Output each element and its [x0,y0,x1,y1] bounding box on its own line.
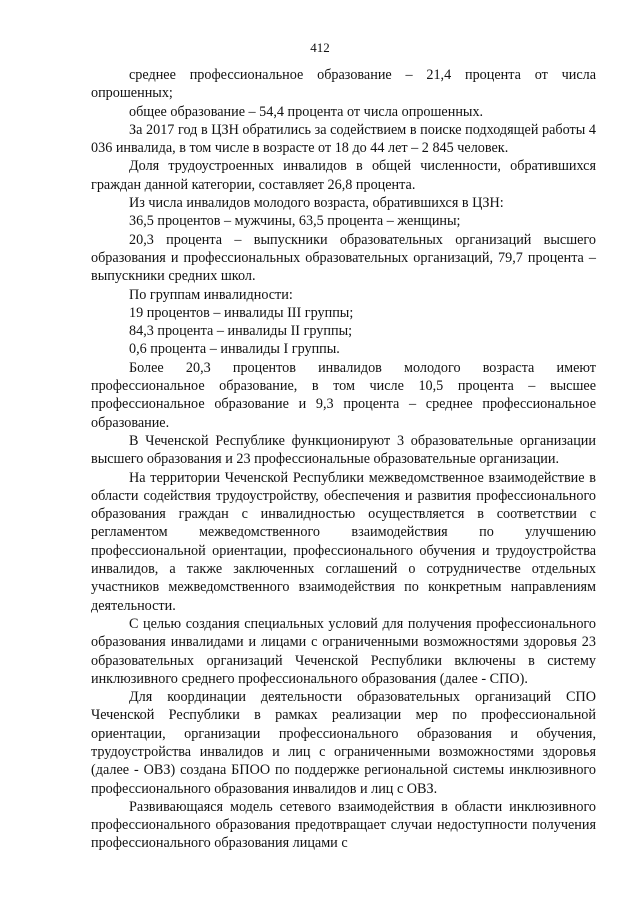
page-number: 412 [310,40,330,55]
document-body [91,66,596,853]
paragraph-network-model: Развивающаяся модель сетевого взаимодействия в области инклюзивного профессионального образования предотвращает случаи недоступности получения профессионального образования лицами с [91,798,596,852]
paragraph-education-spo: среднее профессиональное образование – 21,4 процента от числа опрошенных; [91,67,596,102]
paragraph-professional-education: Более 20,3 процентов инвалидов молодого возраста имеют профессиональное образование, в том числе 10,5 процента – высшее профессиональное образование и 9,3 процента – среднее профессиональное образование. [91,359,596,431]
paragraph-interagency-cooperation: На территории Чеченской Республики межведомственное взаимодействие в области содействия трудоустройству, обеспечения и развития профессионального образования граждан с инвалидностью осуществляется в соответствии с регламентом межведомственного взаимодействия по улучшению профессиональной ориентации, профессионального обучения и трудоустройства инвалидов, а также заключенных соглашений о сотрудничестве отдельных участников межведомственного взаимодействия по конкретным направлениям деятельности. [91,469,596,614]
paragraph-bpoo-coordination: Для координации деятельности образовательных организаций СПО Чеченской Республики в рамках реализации мер по профессиональной ориентации, организации профессионального образования и обучения, трудоустройства инвалидов и лиц с ограниченными возможностями здоровья (далее - ОВЗ) создана БПОО по поддержке региональной системы инклюзивного профессионального образования инвалидов и лиц с ОВЗ. [91,689,596,797]
paragraph-graduates-split: 20,3 процента – выпускники образовательных организаций высшего образования и профессиональных образовательных организаций, 79,7 процента – выпускники средних школ. [91,231,596,285]
paragraph-group-3: 19 процентов – инвалиды III группы; [129,304,354,321]
paragraph-organizations-count: В Чеченской Республике функционируют 3 образовательные организации высшего образования и 23 профессиональные образовательные организации. [91,432,596,468]
paragraph-group-1: 0,6 процента – инвалиды I группы. [129,341,340,358]
paragraph-education-general: общее образование – 54,4 процента от числа опрошенных. [129,103,484,120]
paragraph-employed-share: Доля трудоустроенных инвалидов в общей численности, обратившихся граждан данной категории, составляет 26,8 процента. [91,158,596,193]
paragraph-groups-intro: По группам инвалидности: [129,286,293,303]
paragraph-group-2: 84,3 процента – инвалиды II группы; [129,323,353,340]
paragraph-gender-split: 36,5 процентов – мужчины, 63,5 процента – женщины; [129,213,461,230]
paragraph-inclusive-spo: С целью создания специальных условий для получения профессионального образования инвалидами и лицами с ограниченными возможностями здоровья 23 образовательных организаций Чеченской Республики включены в систему инклюзивного среднего профессионального образования (далее - СПО). [91,615,596,687]
paragraph-young-disabled-intro: Из числа инвалидов молодого возраста, обратившихся в ЦЗН: [129,195,504,212]
paragraph-czn-2017: За 2017 год в ЦЗН обратились за содействием в поиске подходящей работы 4 036 инвалида, в том числе в возрасте от 18 до 44 лет – 2 845 человек. [91,121,596,157]
